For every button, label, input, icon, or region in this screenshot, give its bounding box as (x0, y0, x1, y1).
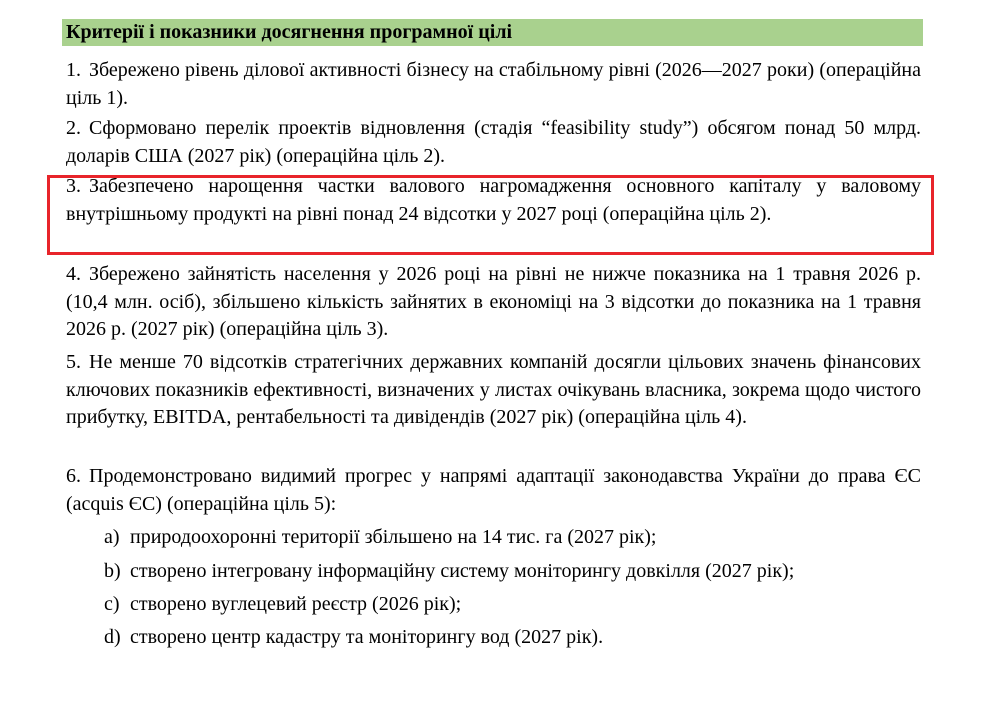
item-number: 3. (66, 175, 81, 197)
item-text: Продемонстровано видимий прогрес у напрямі адаптації законодавства України до права ЄС (acquis ЄС) (операційна ціль 5): (66, 465, 921, 515)
subitem-letter: a) (104, 526, 120, 548)
item-text: Сформовано перелік проектів відновлення (стадія “feasibility study”) обсягом понад 50 млрд. доларів США (2027 рік) (операційна ціль 2). (66, 117, 921, 167)
item-number: 2. (66, 117, 81, 139)
item-number: 4. (66, 263, 81, 285)
criterion-item-6 (66, 463, 921, 518)
item-text: Збережено зайнятість населення у 2026 році на рівні не нижче показника на 1 травня 2026 р. (10,4 млн. осіб), збільшено кількість зайнятих в економіці на 3 відсотки до показника на 1 травня 2026 р. (2027 рік) (операційна ціль 3). (66, 263, 921, 340)
subitem-text: створено інтегровану інформаційну систему моніторингу довкілля (2027 рік); (130, 560, 795, 582)
criterion-item-1 (66, 57, 921, 112)
subitem-d (104, 623, 603, 651)
criterion-item-5 (66, 349, 921, 432)
subitem-letter: b) (104, 560, 121, 582)
subitem-text: створено центр кадастру та моніторингу вод (2027 рік). (130, 626, 604, 648)
subitem-c (104, 590, 461, 618)
item-text: Збережено рівень ділової активності бізнесу на стабільному рівні (2026—2027 роки) (операційна ціль 1). (66, 59, 921, 109)
item-number: 1. (66, 59, 81, 81)
subitem-b (104, 557, 794, 585)
section-heading: Критерії і показники досягнення програмної цілі (62, 19, 923, 46)
item-number: 5. (66, 351, 81, 373)
item-text: Не менше 70 відсотків стратегічних державних компаній досягли цільових значень фінансових ключових показників ефективності, визначених у листах очікувань власника, зокрема щодо чистого прибутку, EBITDA, рентабельності та дивідендів (2027 рік) (операційна ціль 4). (66, 351, 921, 428)
subitem-a (104, 523, 656, 551)
criterion-item-4 (66, 261, 921, 344)
subitem-text: створено вуглецевий реєстр (2026 рік); (130, 593, 462, 615)
subitem-text: природоохоронні території збільшено на 14 тис. га (2027 рік); (130, 526, 657, 548)
subitem-letter: d) (104, 626, 121, 648)
item-text: Забезпечено нарощення частки валового нагромадження основного капіталу у валовому внутрішньому продукті на рівні понад 24 відсотки у 2027 році (операційна ціль 2). (66, 175, 921, 225)
item-number: 6. (66, 465, 81, 487)
criterion-item-2 (66, 115, 921, 170)
highlight-box (47, 175, 934, 255)
subitem-letter: c) (104, 593, 120, 615)
